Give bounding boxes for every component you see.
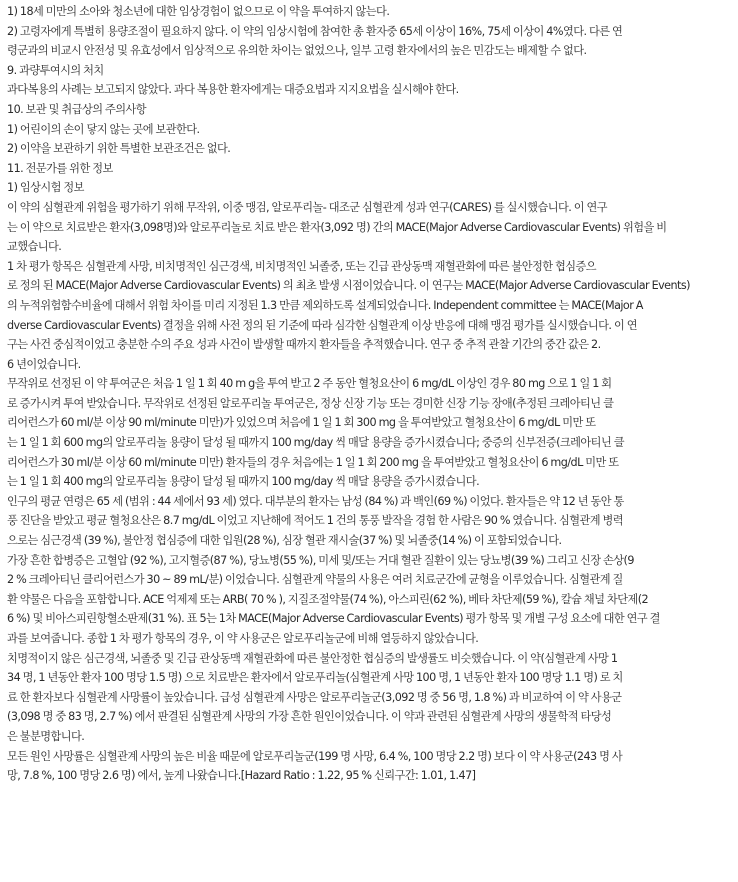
text-line: 무작위로 선정된 이 약 투여군은 처음 1 일 1 회 40 m g을 투여 받고 2 주 동안 혈청요산이 6 mg/dL 이상인 경우 80 mg 으로 1 일 1 회 xyxy=(7,377,612,391)
text-line: 과를 보여줍니다. 종합 1 차 평가 항목의 경우, 이 약 사용군은 알로푸리놀군에 비해 열등하지 않았습니다. xyxy=(7,632,479,645)
text-line: 6 년이었습니다. xyxy=(7,357,81,371)
text-line: 로 정의 된 MACE(Major Adverse Cardiovascular Events) 의 최초 발생 시점이었습니다. 이 연구는 MACE(Major Adverse Cardiovascular Events) xyxy=(7,279,690,293)
text-line: 령군과의 비교시 안전성 및 유효성에서 임상적으로 유의한 차이는 없었으나, 일부 고령 환자에서의 높은 민감도는 배제할 수 없다. xyxy=(7,44,587,58)
text-line: 6 %) 및 비아스피린항혈소판제(31 %). 표 5는 1차 MACE(Major Adverse Cardiovascular Events) 평가 항목 및 개별 구성 요소에 대한 연구 결 xyxy=(7,612,660,626)
text-line: 1 차 평가 항목은 심혈관계 사망, 비치명적인 심근경색, 비치명적인 뇌졸중, 또는 긴급 관상동맥 재혈관화에 따른 불안정한 협심증으 xyxy=(7,259,597,273)
text-line: 10. 보관 및 취급상의 주의사항 xyxy=(7,102,146,116)
text-line: 리어런스가 30 ml/분 이상 60 ml/minute 미만) 환자들의 경우 처음에는 1 일 1 회 200 mg 을 투여받았고 혈청요산이 6 mg/dL 미만 또 xyxy=(7,455,619,469)
text-line: 의 누적위험함수비율에 대해서 위험 차이를 미리 지정된 1.3 만큼 제외하도록 설계되었습니다. Independent committee 는 MACE(Major A xyxy=(7,298,643,312)
text-line: 로 증가시켜 투여 받았습니다. 무작위로 선정된 알로푸리놀 투여군은, 정상 신장 기능 또는 경미한 신장 기능 장애(추정된 크레아티닌 클 xyxy=(7,396,614,410)
text-line: 2) 고령자에게 특별히 용량조절이 필요하지 않다. 이 약의 임상시험에 참여한 총 환자중 65세 이상이 16%, 75세 이상이 4%였다. 다른 연 xyxy=(7,24,623,38)
text-line: 는 1 일 1 회 400 mg의 알로푸리놀 용량이 달성 될 때까지 100 mg/day 씩 매달 용량을 증가시켰습니다. xyxy=(7,475,480,489)
text-line: 구는 사건 중심적이었고 충분한 수의 주요 성과 사건이 발생할 때까지 환자들을 추적했습니다. 연구 중 추적 관찰 기간의 중간 값은 2. xyxy=(7,338,601,352)
text-line: 1) 18세 미만의 소아와 청소년에 대한 임상경험이 없으므로 이 약을 투여하지 않는다. xyxy=(7,5,390,18)
text-line: 2) 이약을 보관하기 위한 특별한 보관조건은 없다. xyxy=(7,142,231,156)
text-line: 은 불분명합니다. xyxy=(7,729,85,743)
text-line: 으로는 심근경색 (39 %), 불안정 협심증에 대한 입원(28 %), 심장 혈관 재시술(37 %) 및 뇌졸중(14 %) 이 포함되었습니다. xyxy=(7,534,562,548)
text-line: 34 명, 1 년동안 환자 100 명당 1.5 명) 으로 치료받은 환자에서 알로푸리놀(심혈관계 사망 100 명, 1 년동안 환자 100 명당 1.1 명) 로 치 xyxy=(7,671,623,685)
text-line: 11. 전문가를 위한 정보 xyxy=(7,161,113,175)
text-line: 2 % 크레아티닌 클리어런스가 30 ~ 89 mL/분) 이었습니다. 심혈관계 약물의 사용은 여러 치료군간에 균형을 이루었습니다. 심혈관계 질 xyxy=(7,573,623,587)
text-line: 교했습니다. xyxy=(7,240,62,254)
text-line: 가장 흔한 합병증은 고혈압 (92 %), 고지혈증(87 %), 당뇨병(55 %), 미세 및/또는 거대 혈관 질환이 있는 당뇨병(39 %) 그리고 신장 손상(9 xyxy=(7,553,634,567)
text-line: 료 한 환자보다 심혈관계 사망률이 높았습니다. 급성 심혈관계 사망은 알로푸리놀군(3,092 명 중 56 명, 1.8 %) 과 비교하여 이 약 사용군 xyxy=(7,690,622,704)
text-line: 환 약물은 다음을 포함합니다. ACE 억제제 또는 ARB( 70 % ), 지질조절약물(74 %), 아스피린(62 %), 베타 차단제(59 %), 칼슘 채널 차단제(2 xyxy=(7,592,649,606)
text-line: 모든 원인 사망률은 심혈관계 사망의 높은 비율 때문에 알로푸리놀군(199 명 사망, 6.4 %, 100 명당 2.2 명) 보다 이 약 사용군(243 명 사 xyxy=(7,749,623,763)
text-line: 이 약의 심혈관계 위험을 평가하기 위해 무작위, 이중 맹검, 알로푸리놀- 대조군 심혈관계 성과 연구(CARES) 를 실시했습니다. 이 연구 xyxy=(7,200,608,214)
text-line: 는 이 약으로 치료받은 환자(3,098명)와 알로푸리놀로 치료 받은 환자(3,092 명) 간의 MACE(Major Adverse Cardiovascular Events) 위험을 비 xyxy=(7,220,667,234)
text-line: 망, 7.8 %, 100 명당 2.6 명) 에서, 높게 나왔습니다.[Hazard Ratio : 1.22, 95 % 신뢰구간: 1.01, 1.47] xyxy=(7,769,476,783)
text-line: dverse Cardiovascular Events) 결정을 위해 사전 정의 된 기준에 따라 심각한 심혈관계 이상 반응에 대해 맹검 평가를 실시했습니다. 이 연 xyxy=(7,318,637,332)
text-line: (3,098 명 중 83 명, 2.7 %) 에서 판결된 심혈관계 사망의 가장 흔한 원인이었습니다. 이 약과 관련된 심혈관계 사망의 생물학적 타당성 xyxy=(7,710,612,724)
text-line: 과다복용의 사례는 보고되지 않았다. 과다 복용한 환자에게는 대증요법과 지지요법을 실시해야 한다. xyxy=(7,83,459,97)
text-line: 9. 과량투여시의 처치 xyxy=(7,63,104,77)
text-line: 1) 임상시험 정보 xyxy=(7,181,84,195)
text-line: 치명적이지 않은 심근경색, 뇌졸중 및 긴급 관상동맥 재혈관화에 따른 불안정한 협심증의 발생률도 비슷했습니다. 이 약(심혈관계 사망 1 xyxy=(7,651,618,665)
text-line: 풍 진단을 받았고 평균 혈청요산은 8.7 mg/dL 이었고 지난해에 적어도 1 건의 통풍 발작을 경험 한 사람은 90 % 였습니다. 심혈관계 병력 xyxy=(7,514,624,528)
text-line: 1) 어린이의 손이 닿지 않는 곳에 보관한다. xyxy=(7,122,200,136)
text-line: 는 1 일 1 회 600 mg의 알로푸리놀 용량이 달성 될 때까지 100 mg/day 씩 매달 용량을 증가시켰습니다; 중증의 신부전증(크레아티닌 클 xyxy=(7,436,624,450)
text-line: 리어런스가 60 ml/분 이상 90 ml/minute 미만)가 있었으며 처음에 1 일 1 회 300 mg 을 투여받았고 혈청요산이 6 mg/dL 미만 또 xyxy=(7,416,596,430)
text-line: 인구의 평균 연령은 65 세 (범위 : 44 세에서 93 세) 였다. 대부분의 환자는 남성 (84 %) 과 백인(69 %) 이었다. 환자들은 약 12 년 동안 통 xyxy=(7,494,624,508)
